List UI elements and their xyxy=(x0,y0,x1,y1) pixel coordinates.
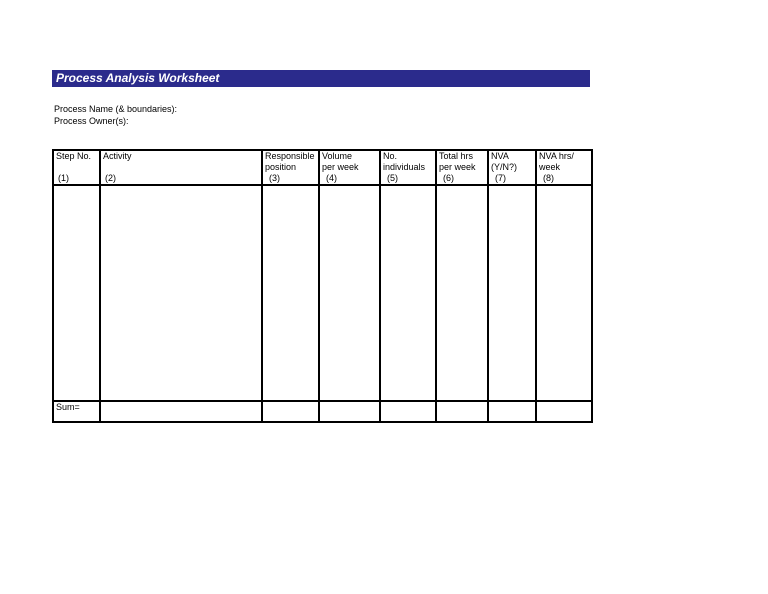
col-header-activity xyxy=(100,150,262,185)
cell-nva[interactable] xyxy=(488,185,536,401)
cell-step-no[interactable] xyxy=(53,185,100,401)
col-number: (4) xyxy=(326,173,337,183)
col-label: No. individuals xyxy=(383,151,426,172)
title-bar xyxy=(52,70,590,87)
col-number: (5) xyxy=(387,173,398,183)
col-header-nva-hrs-week xyxy=(536,150,592,185)
col-header-nva xyxy=(488,150,536,185)
cell-nva-hrs-week[interactable] xyxy=(536,185,592,401)
worksheet-table xyxy=(52,149,593,423)
col-label: NVA hrs/ week xyxy=(539,151,574,172)
table-row xyxy=(53,185,592,401)
sum-cell-volume-per-week[interactable] xyxy=(319,401,380,422)
process-name-label: Process Name (& boundaries): xyxy=(54,104,178,114)
worksheet-title: Process Analysis Worksheet xyxy=(56,71,220,85)
sum-cell-nva-hrs-week[interactable] xyxy=(536,401,592,422)
cell-no-individuals[interactable] xyxy=(380,185,436,401)
sum-row xyxy=(53,401,592,422)
process-owner-label: Process Owner(s): xyxy=(54,116,129,126)
col-label: NVA (Y/N?) xyxy=(491,151,518,172)
col-header-no-individuals xyxy=(380,150,436,185)
cell-activity[interactable] xyxy=(100,185,262,401)
sum-cell-activity[interactable] xyxy=(100,401,262,422)
col-label: Volume per week xyxy=(322,151,359,172)
col-label: Step No. xyxy=(56,151,92,161)
sum-cell-total-hrs[interactable] xyxy=(436,401,488,422)
col-header-total-hrs xyxy=(436,150,488,185)
col-label: Activity xyxy=(103,151,132,161)
col-number: (7) xyxy=(495,173,506,183)
col-header-volume-per-week xyxy=(319,150,380,185)
col-number: (8) xyxy=(543,173,554,183)
col-number: (2) xyxy=(105,173,116,183)
sum-cell-nva[interactable] xyxy=(488,401,536,422)
cell-total-hrs[interactable] xyxy=(436,185,488,401)
col-header-responsible-position xyxy=(262,150,319,185)
cell-volume-per-week[interactable] xyxy=(319,185,380,401)
col-label: Responsible position xyxy=(265,151,315,172)
col-number: (3) xyxy=(269,173,280,183)
col-number: (6) xyxy=(443,173,454,183)
sum-cell-no-individuals[interactable] xyxy=(380,401,436,422)
sum-cell-responsible-position[interactable] xyxy=(262,401,319,422)
col-header-step-no xyxy=(53,150,100,185)
sum-label: Sum= xyxy=(53,401,100,422)
col-label: Total hrs per week xyxy=(439,151,476,172)
col-number: (1) xyxy=(58,173,69,183)
cell-responsible-position[interactable] xyxy=(262,185,319,401)
header-row xyxy=(53,150,592,185)
